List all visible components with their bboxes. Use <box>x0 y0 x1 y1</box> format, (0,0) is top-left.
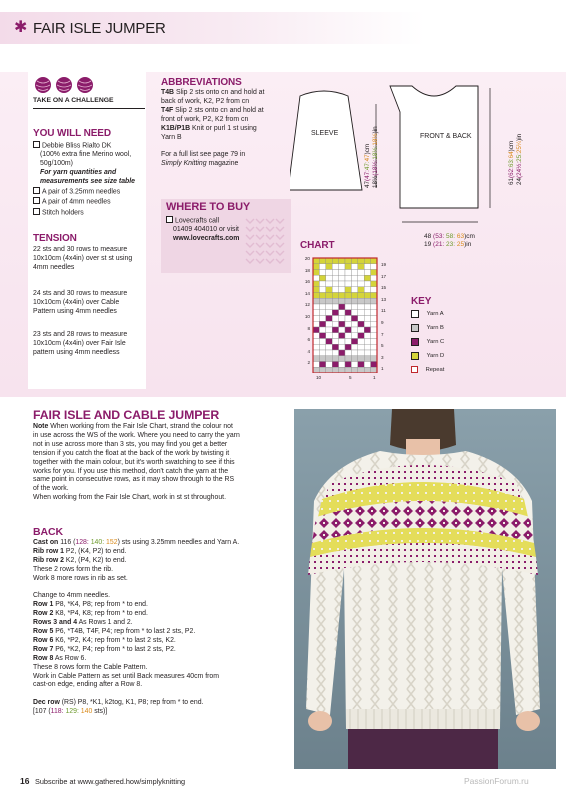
chart-cell <box>326 304 332 310</box>
checkbox-icon <box>166 216 173 223</box>
chart-cell <box>371 258 377 264</box>
yarn-b-swatch <box>411 324 419 332</box>
chart-cell <box>371 362 377 368</box>
chart-cell <box>313 304 319 310</box>
chart-cell <box>326 362 332 368</box>
chart-cell <box>345 298 351 304</box>
chart-cell <box>345 333 351 339</box>
chart-cell <box>371 327 377 333</box>
yarn-balls-icon <box>34 76 98 94</box>
key-item: Repeat <box>411 366 444 374</box>
chart-cell <box>351 293 357 299</box>
chart-cell <box>313 287 319 293</box>
chart-cell <box>345 270 351 276</box>
chart-cell <box>358 258 364 264</box>
chart-cell <box>319 310 325 316</box>
chart-cell <box>319 293 325 299</box>
chart-cell <box>371 304 377 310</box>
chart-cell <box>313 264 319 270</box>
where-to-buy-heading: WHERE TO BUY <box>166 201 251 213</box>
chart-cell <box>345 275 351 281</box>
tension-paragraph-3: 23 sts and 28 rows to measure 10x10cm (4x4in) over Fair Isle pattern using 4mm needless <box>33 331 128 356</box>
chart-cell <box>332 356 338 362</box>
chart-cell <box>326 275 332 281</box>
chart-cell <box>351 356 357 362</box>
chart-cell <box>358 333 364 339</box>
chart-cell <box>358 367 364 373</box>
chart-cell <box>358 344 364 350</box>
chart-cell <box>339 270 345 276</box>
chart-cell <box>351 304 357 310</box>
chart-cell <box>332 344 338 350</box>
chart-cell <box>319 339 325 345</box>
chart-cell <box>313 316 319 322</box>
chart-cell <box>313 293 319 299</box>
chart-cell <box>332 310 338 316</box>
chart-cell <box>364 356 370 362</box>
chart-cell <box>339 275 345 281</box>
chart-cell <box>319 270 325 276</box>
chart-cell <box>364 367 370 373</box>
chart-cell <box>345 344 351 350</box>
list-item: A pair of 3.25mm needles <box>33 187 151 197</box>
chart-cell <box>351 287 357 293</box>
chart-cell <box>358 316 364 322</box>
challenge-divider <box>33 108 145 109</box>
chart-cell <box>351 333 357 339</box>
chart-cell <box>319 350 325 356</box>
chart-cell <box>364 287 370 293</box>
chart-cell <box>319 258 325 264</box>
chart-cell <box>313 344 319 350</box>
back-instructions: Cast on 116 (128: 140: 152) sts using 3.25mm needles and Yarn A. Rib row 1 P2, (K4, P2) to end. Rib row 2 K2, (P4, K2) to end. These 2 rows form the rib. Work 8 more rows in rib as set. Change to 4mm needles. Row 1 P8, *K4, P8; rep from * to end. Row 2 K8, *P4, K8; rep from * to end. Rows 3 and 4 As Rows 1 and 2. Row 5 P6, *T4B, T4F, P4; rep from * to last 2 sts, P2. Row 6 K6, *P2, K4; rep from * to last 2 sts, K2. Row 7 P6, *K2, P4; rep from * to last 2 sts, P2. Row 8 As Row 6. These 8 rows form the Cable Pattern. Work in Cable Pattern as set until Back measures 40cm from cast-on edge, ending after a Row 8. Dec row (RS) P8, *K1, k2tog, K1, P8; rep from * to end. [107 (118: 129: 140 sts)] <box>33 539 240 716</box>
chart-cell <box>326 356 332 362</box>
chart-cell <box>371 344 377 350</box>
chart-cell <box>313 333 319 339</box>
chart-cell <box>345 327 351 333</box>
you-will-need-list <box>33 141 151 218</box>
chart-cell <box>332 316 338 322</box>
chart-cell <box>313 356 319 362</box>
chart-cell <box>364 339 370 345</box>
chart-cell <box>351 270 357 276</box>
chart-cell <box>371 321 377 327</box>
chart-cell <box>319 362 325 368</box>
pattern-title: FAIR ISLE AND CABLE JUMPER <box>33 408 220 422</box>
chart-cell <box>339 321 345 327</box>
chart-cell <box>351 327 357 333</box>
where-to-buy-link[interactable]: www.lovecrafts.com <box>173 235 240 243</box>
chart-cell <box>326 270 332 276</box>
chart-cell <box>339 293 345 299</box>
page-number: 16 <box>20 776 30 786</box>
chart-cell <box>358 310 364 316</box>
info-box-left-gradient <box>0 72 28 389</box>
chart-cell <box>364 304 370 310</box>
chart-cell <box>345 350 351 356</box>
chart-cell <box>319 327 325 333</box>
sleeve-label: SLEEVE <box>311 130 339 137</box>
chart-cell <box>351 281 357 287</box>
chart-cell <box>326 327 332 333</box>
chart-cell <box>313 327 319 333</box>
front-back-label: FRONT & BACK <box>420 133 472 140</box>
chart-cell <box>339 362 345 368</box>
chart-cell <box>358 350 364 356</box>
chart-cell <box>345 293 351 299</box>
list-item: Debbie Bliss Rialto DK <box>33 141 151 151</box>
chart-cell <box>319 287 325 293</box>
chart-cell <box>371 310 377 316</box>
yarn-d-swatch <box>411 352 419 360</box>
chart-cell <box>313 350 319 356</box>
chart-cell <box>371 275 377 281</box>
front-back-outline <box>390 86 478 208</box>
chart-cell <box>313 270 319 276</box>
checkbox-icon <box>33 208 40 215</box>
chart-cell <box>339 339 345 345</box>
list-item: measurements see size table <box>40 178 135 186</box>
chart-cell <box>345 281 351 287</box>
chart-cell <box>358 281 364 287</box>
chart-cell <box>371 287 377 293</box>
chart-cell <box>351 258 357 264</box>
key-item: Yarn A <box>411 310 444 318</box>
chart-cell <box>339 333 345 339</box>
chart-cell <box>358 356 364 362</box>
challenge-label: TAKE ON A CHALLENGE <box>33 97 114 104</box>
chart-cell <box>351 298 357 304</box>
chart-cell <box>351 344 357 350</box>
you-will-need-heading: YOU WILL NEED <box>33 128 111 139</box>
chart-cell <box>371 270 377 276</box>
yarn-c-swatch <box>411 338 419 346</box>
chart-cell <box>351 350 357 356</box>
chart-cell <box>313 258 319 264</box>
tension-paragraph-2: 24 sts and 30 rows to measure 10x10cm (4x4in) over Cable Pattern using 4mm needles <box>33 290 128 315</box>
chart-cell <box>345 339 351 345</box>
chart-cell <box>351 310 357 316</box>
chart-cell <box>371 356 377 362</box>
asterisk-icon: ✱ <box>14 19 28 36</box>
chart-cell <box>358 339 364 345</box>
chart-cell <box>332 327 338 333</box>
chart-cell <box>345 316 351 322</box>
info-box-bottom-band <box>0 389 566 397</box>
chart-cell <box>358 304 364 310</box>
chart-cell <box>371 350 377 356</box>
chart-cell <box>339 258 345 264</box>
sleeve-outline <box>290 91 362 190</box>
chart-bottom-numbers: 10 5 1 <box>316 375 376 380</box>
chart-cell <box>358 270 364 276</box>
tension-heading: TENSION <box>33 233 77 244</box>
chart-cell <box>326 264 332 270</box>
chart-cell <box>339 344 345 350</box>
chart-cell <box>332 281 338 287</box>
chart-cell <box>332 304 338 310</box>
key-heading: KEY <box>411 296 432 307</box>
chart-cell <box>351 316 357 322</box>
chart-cell <box>319 344 325 350</box>
chart-cell <box>339 350 345 356</box>
checkbox-icon <box>33 141 40 148</box>
checkbox-icon <box>33 187 40 194</box>
chart-cell <box>326 281 332 287</box>
chart-cell <box>332 362 338 368</box>
chart-cell <box>345 287 351 293</box>
chart-cell <box>351 275 357 281</box>
chart-cell <box>371 367 377 373</box>
chart-cell <box>339 356 345 362</box>
chart-cell <box>358 298 364 304</box>
chart-cell <box>313 367 319 373</box>
chart-cell <box>339 310 345 316</box>
chart-cell <box>345 310 351 316</box>
chart-cell <box>319 321 325 327</box>
chart-cell <box>332 350 338 356</box>
chart-cell <box>339 298 345 304</box>
chart-cell <box>332 367 338 373</box>
chart-cell <box>371 339 377 345</box>
body-length-label: 61(62:63:64)cm 24(24½:25:25¼)in <box>508 133 523 185</box>
tension-paragraph-1: 22 sts and 30 rows to measure 10x10cm (4x4in) over st st using 4mm needles <box>33 246 133 271</box>
chart-cell <box>332 287 338 293</box>
fair-isle-chart <box>312 257 378 373</box>
chart-cell <box>339 367 345 373</box>
chart-cell <box>332 321 338 327</box>
chart-cell <box>371 316 377 322</box>
chart-cell <box>345 304 351 310</box>
chart-cell <box>326 287 332 293</box>
chart-cell <box>319 316 325 322</box>
checkbox-icon <box>33 197 40 204</box>
chart-cell <box>319 356 325 362</box>
where-to-buy-text: Lovecrafts call 01409 404010 or visit www.lovecrafts.com <box>166 216 286 244</box>
chart-cell <box>326 339 332 345</box>
chart-cell <box>358 275 364 281</box>
chart-cell <box>319 281 325 287</box>
chart-cell <box>313 339 319 345</box>
chart-cell <box>326 310 332 316</box>
chart-cell <box>351 362 357 368</box>
chart-cell <box>345 356 351 362</box>
list-item: For yarn quantities and <box>40 169 117 177</box>
chart-cell <box>364 281 370 287</box>
chart-cell <box>364 270 370 276</box>
chart-cell <box>332 293 338 299</box>
chart-cell <box>326 344 332 350</box>
chart-cell <box>371 264 377 270</box>
chart-cell <box>358 362 364 368</box>
list-item: 50g/100m) <box>40 160 73 168</box>
repeat-swatch <box>411 366 418 373</box>
chart-cell <box>339 327 345 333</box>
chart-cell <box>358 287 364 293</box>
chart-cell <box>313 275 319 281</box>
chart-cell <box>319 333 325 339</box>
chart-cell <box>351 321 357 327</box>
chart-cell <box>332 298 338 304</box>
key-item: Yarn C <box>411 338 444 346</box>
chart-cell <box>345 321 351 327</box>
chart-cell <box>319 275 325 281</box>
chart-cell <box>364 344 370 350</box>
chart-cell <box>345 258 351 264</box>
abbreviations-list: T4B Slip 2 sts onto cn and hold at back of work, K2, P2 from cn T4F Slip 2 sts onto cn and hold at front of work, P2, K2 from cn K1B/P1B Knit or purl 1 st using Yarn B For a full list see page 79 in Simply Knitting magazine <box>161 89 265 168</box>
key-item: Yarn D <box>411 352 444 360</box>
chart-cell <box>358 264 364 270</box>
chart-cell <box>364 310 370 316</box>
chart-cell <box>326 293 332 299</box>
chart-cell <box>339 281 345 287</box>
chart-cell <box>332 264 338 270</box>
chart-cell <box>371 333 377 339</box>
chart-cell <box>364 350 370 356</box>
back-heading: BACK <box>33 526 63 538</box>
chart-cell <box>351 367 357 373</box>
chart-cell <box>358 321 364 327</box>
chart-cell <box>332 339 338 345</box>
chart-cell <box>313 321 319 327</box>
chart-cell <box>345 367 351 373</box>
chart-cell <box>345 264 351 270</box>
list-item: (100% extra fine Merino wool, <box>40 151 132 159</box>
pattern-note: Note When working from the Fair Isle Chart, strand the colour not in use across the WS of the work. Where you need to carry the yarn not in use across more than 3 sts, you may find you get a better tension if you catch the float at the back of the work by twisting it together with the main colour, but it's worth swatching to see if this works for you. If you use this method, don't catch the yarn at the same point in consecutive rows, as it may show through to the RS of the work. When working from the Fair Isle Chart, work in st st throughout. <box>33 423 240 502</box>
chart-cell <box>364 327 370 333</box>
subscribe-link[interactable]: Subscribe at www.gathered.how/simplyknitting <box>35 777 186 786</box>
chart-cell <box>319 304 325 310</box>
chart-cell <box>319 264 325 270</box>
chart-cell <box>313 298 319 304</box>
chart-cell <box>371 298 377 304</box>
chart-cell <box>326 333 332 339</box>
chart-cell <box>326 316 332 322</box>
chart-cell <box>364 362 370 368</box>
chart-cell <box>326 350 332 356</box>
chart-cell <box>313 362 319 368</box>
chart-cell <box>358 327 364 333</box>
chart-cell <box>371 281 377 287</box>
chart-heading: CHART <box>300 240 335 251</box>
chart-cell <box>364 258 370 264</box>
chart-cell <box>351 339 357 345</box>
chart-cell <box>339 287 345 293</box>
list-item: Stitch holders <box>33 208 151 218</box>
chart-cell <box>345 362 351 368</box>
chart-cell <box>339 304 345 310</box>
chart-cell <box>319 367 325 373</box>
chart-cell <box>326 258 332 264</box>
body-width-label: 48 (53: 58: 63)cm 19 (21: 23: 25)in <box>424 233 475 249</box>
chart-cell <box>332 275 338 281</box>
page-title: FAIR ISLE JUMPER <box>33 20 166 37</box>
chart-cell <box>326 367 332 373</box>
chart-cell <box>364 333 370 339</box>
chart-cell <box>313 310 319 316</box>
chart-cell <box>332 258 338 264</box>
watermark: PassionForum.ru <box>464 776 529 786</box>
jumper-photo <box>294 409 556 769</box>
chart-cell <box>364 264 370 270</box>
abbreviations-heading: ABBREVIATIONS <box>161 77 242 88</box>
chart-cell <box>313 281 319 287</box>
chart-cell <box>326 298 332 304</box>
chart-cell <box>351 264 357 270</box>
chart-cell <box>364 316 370 322</box>
chart-cell <box>358 293 364 299</box>
chart-cell <box>371 293 377 299</box>
chart-cell <box>364 321 370 327</box>
chart-cell <box>364 275 370 281</box>
chart-cell <box>339 264 345 270</box>
sleeve-length-label: 47(47:47:47)cm 18½(18½:18½:18½)in <box>364 126 379 188</box>
chart-cell <box>332 270 338 276</box>
key-item: Yarn B <box>411 324 444 332</box>
chart-cell <box>364 293 370 299</box>
chart-cell <box>319 298 325 304</box>
yarn-a-swatch <box>411 310 419 318</box>
chart-cell <box>332 333 338 339</box>
chart-cell <box>339 316 345 322</box>
chart-cell <box>326 321 332 327</box>
list-item: A pair of 4mm needles <box>33 197 151 207</box>
chart-cell <box>364 298 370 304</box>
